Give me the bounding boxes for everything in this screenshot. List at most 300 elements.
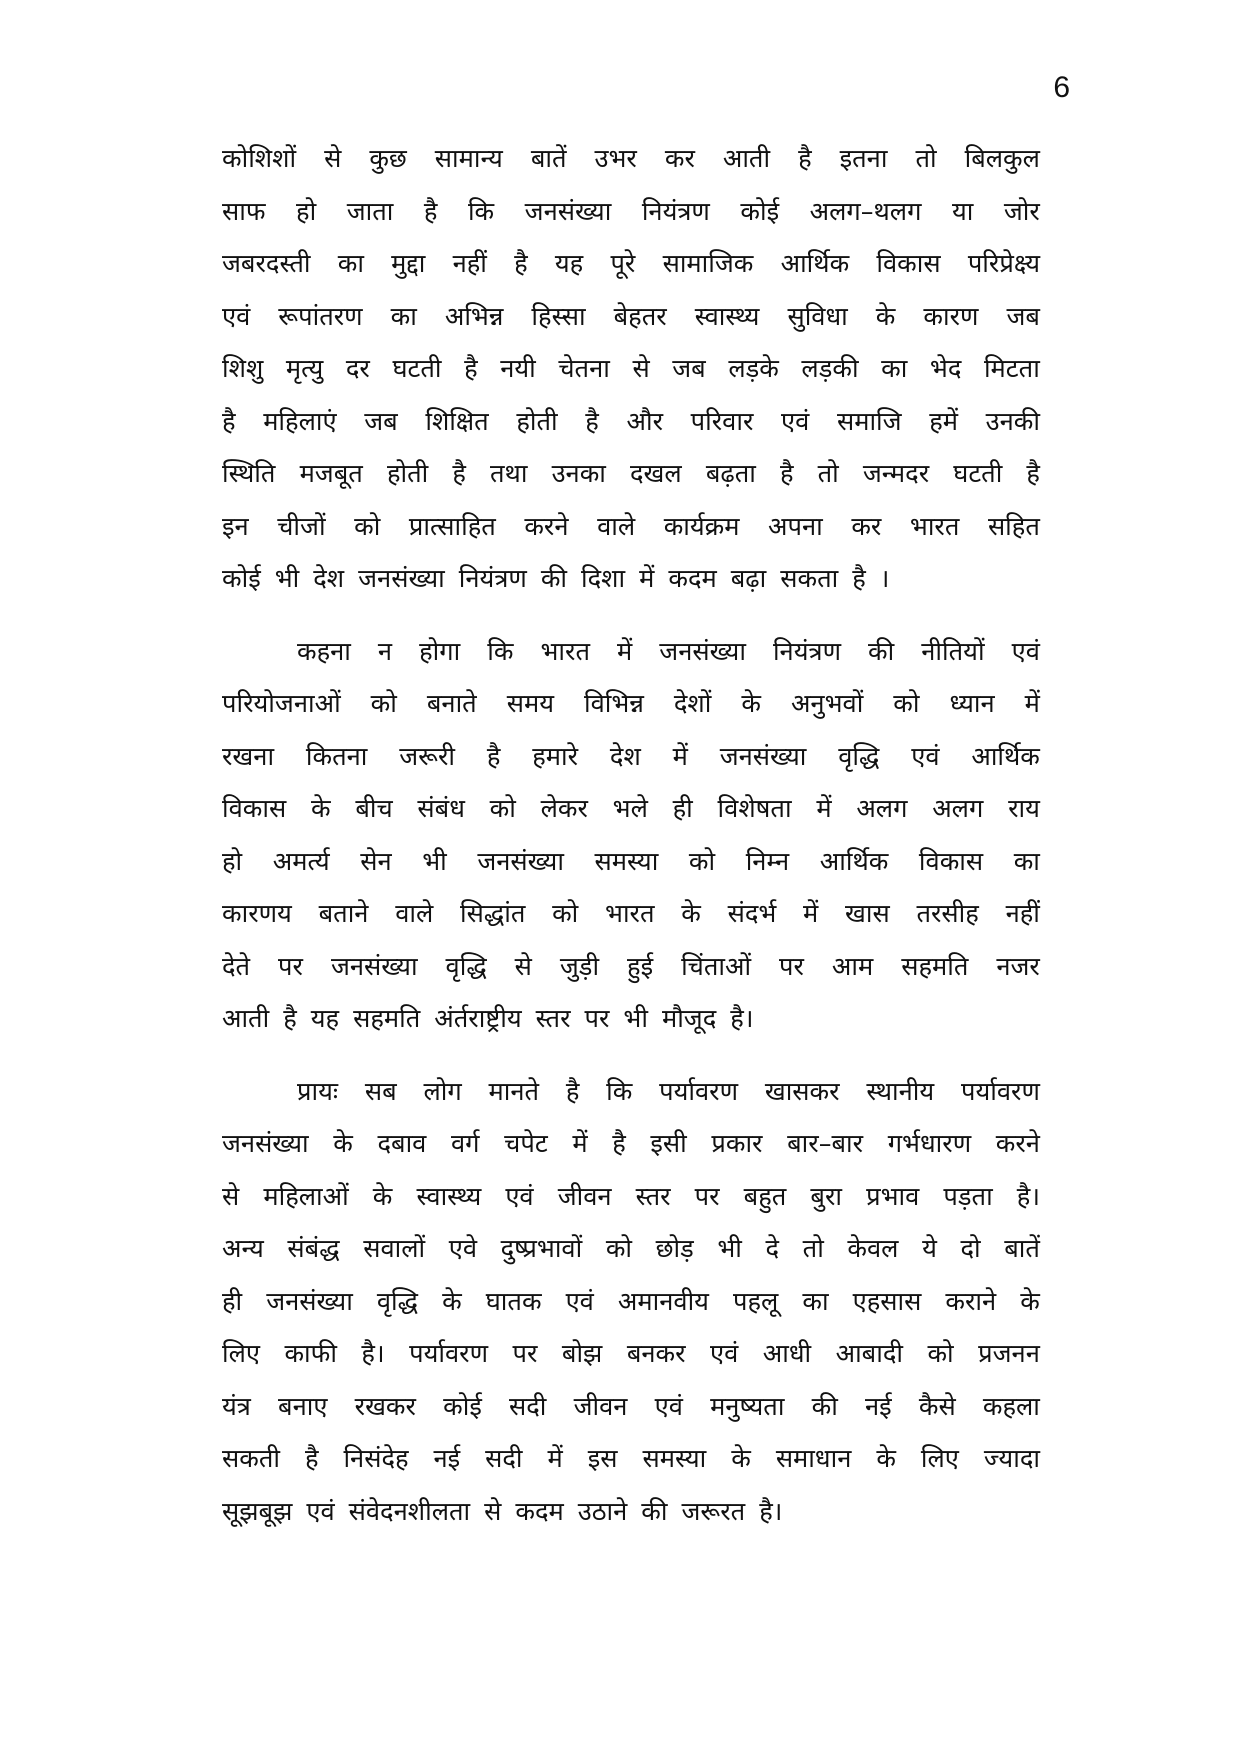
word: जनसंख्या: [330, 951, 418, 982]
word: है।: [759, 1496, 783, 1527]
word: अमानवीय: [617, 1286, 709, 1317]
word: जनसंख्या: [659, 636, 746, 667]
word: के: [442, 1286, 462, 1317]
word: कदम: [515, 1496, 564, 1527]
word: तरसीह: [916, 899, 979, 929]
word: में: [572, 1129, 588, 1159]
word: सब: [364, 1076, 397, 1107]
word: देशों: [673, 689, 712, 719]
word: प्रजनन: [978, 1339, 1040, 1369]
text-line: [222, 133, 1040, 186]
word: बनाते: [426, 689, 477, 719]
word: घटती: [953, 459, 1003, 489]
word: आती: [222, 1004, 270, 1034]
word: हमें: [929, 406, 959, 437]
word: भले: [612, 794, 648, 824]
word: पड़ता: [943, 1181, 993, 1212]
word: की: [540, 564, 568, 594]
text-line: [222, 1171, 1040, 1224]
word: विभिन्न: [584, 689, 644, 719]
word: नयी: [500, 354, 536, 384]
word: इन: [222, 511, 249, 542]
word: विकास: [918, 846, 984, 877]
word: निम्न: [745, 846, 790, 877]
text-line: [222, 678, 1040, 731]
word: दखल: [630, 459, 682, 489]
word: में: [672, 741, 688, 772]
word: भारत: [909, 511, 960, 542]
word: है।: [730, 1004, 754, 1034]
word: नीतियों: [921, 636, 985, 667]
word: एवं: [306, 1496, 335, 1527]
word: के: [741, 689, 761, 719]
word: मजबूत: [299, 459, 363, 489]
word: सामान्य: [434, 144, 503, 174]
word: को: [605, 1234, 633, 1264]
word: जनसंख्या: [358, 564, 445, 594]
word: एवं: [781, 406, 810, 437]
word: हमारे: [532, 741, 579, 772]
word: विकास: [876, 249, 941, 279]
word: एवं: [911, 741, 940, 772]
word: चीजों: [277, 511, 326, 542]
word: समाजि: [836, 406, 902, 437]
word: हुई: [627, 951, 654, 982]
word: काफी: [284, 1339, 337, 1369]
word: भी: [422, 846, 447, 877]
word: जरूरत: [681, 1496, 746, 1527]
word: परिप्रेक्ष्य: [967, 249, 1040, 279]
word: स्थिति: [222, 459, 276, 489]
word: खास: [845, 899, 890, 929]
word: जन्मदर: [862, 459, 930, 489]
text-line: [222, 1433, 1040, 1486]
word: है।: [1016, 1181, 1040, 1212]
word: वर्ग: [450, 1129, 480, 1159]
word: कितना: [305, 741, 368, 772]
word: दबाव: [377, 1129, 427, 1159]
word: मानते: [488, 1076, 540, 1107]
word: है: [779, 459, 794, 489]
text-line: [222, 238, 1040, 291]
text-line: [222, 396, 1040, 449]
text-line: [222, 1066, 1040, 1119]
word: बनाए: [278, 1391, 328, 1422]
word: को: [552, 899, 579, 929]
word: सिद्धांत: [460, 899, 526, 929]
word: में: [639, 564, 655, 594]
word: नियंत्रण: [641, 196, 710, 227]
word: अभिन्न: [444, 301, 504, 332]
word: जाता: [346, 196, 394, 227]
word: सेन: [360, 846, 392, 877]
word: संबंध: [417, 794, 465, 824]
word: उनका: [551, 459, 606, 489]
text-line: [222, 1223, 1040, 1276]
word: हो: [222, 846, 243, 877]
word: के: [1020, 1286, 1040, 1317]
word: में: [816, 794, 832, 824]
word: के: [876, 1444, 896, 1474]
word: मौजूद: [661, 1004, 717, 1034]
text-line: [222, 626, 1040, 679]
word: देश: [609, 741, 641, 772]
word: स्थानीय: [866, 1076, 935, 1107]
word: वाले: [395, 899, 434, 929]
word: सहमति: [353, 1004, 421, 1034]
word: पर्यावरण: [659, 1076, 739, 1107]
word: लड़के: [728, 354, 779, 384]
word: इसी: [650, 1129, 687, 1159]
word: समस्या: [642, 1444, 707, 1474]
word: भारत: [605, 899, 655, 929]
word: दे: [765, 1234, 780, 1264]
word: में: [547, 1444, 563, 1474]
word: बनकर: [626, 1339, 686, 1369]
word: में: [803, 899, 819, 929]
word: समस्या: [594, 846, 659, 877]
word: बीच: [355, 794, 393, 824]
word: होगा: [419, 636, 461, 667]
word: ये: [922, 1234, 937, 1264]
word: है: [283, 1004, 297, 1034]
text-line: [222, 783, 1040, 836]
word: से: [324, 144, 342, 174]
word: उभर: [594, 144, 637, 174]
word: तथा: [490, 459, 528, 489]
word: उनकी: [985, 406, 1040, 437]
word: के: [333, 1129, 353, 1159]
word: स्वास्थ्य: [416, 1181, 482, 1212]
word: बातें: [1004, 1234, 1040, 1264]
word: नई: [865, 1391, 892, 1422]
word: केवल: [847, 1234, 899, 1264]
word: है: [423, 196, 438, 227]
word: या: [951, 196, 974, 227]
word: सदी: [509, 1391, 547, 1422]
word: तो: [915, 144, 937, 174]
word: प्रकार: [711, 1129, 763, 1159]
word: तो: [802, 1234, 824, 1264]
word: पहलू: [733, 1286, 779, 1317]
word: है: [565, 1076, 580, 1107]
word: है: [798, 144, 812, 174]
word: विकास: [222, 794, 287, 824]
word: रखना: [222, 741, 275, 772]
word: नियंत्रण: [772, 636, 842, 667]
word: कार्यक्रम: [663, 511, 740, 542]
word: ।: [879, 564, 890, 594]
text-line: [222, 448, 1040, 501]
word: सकती: [222, 1444, 280, 1474]
text-line: [222, 343, 1040, 396]
word: है: [514, 249, 528, 279]
word: बढ़ा: [730, 564, 767, 594]
word: बढ़ता: [705, 459, 756, 489]
word: जनसंख्या: [222, 1129, 309, 1159]
word: खासकर: [764, 1076, 840, 1107]
word: जोर: [1003, 196, 1040, 227]
word: जनसंख्या: [477, 846, 564, 877]
word: नहीं: [452, 249, 487, 279]
word: पर: [584, 1004, 610, 1034]
word: को: [489, 794, 516, 824]
word: दो: [960, 1234, 981, 1264]
word: जीवन: [557, 1181, 612, 1212]
paragraph-gap: [222, 606, 1040, 626]
word: वृद्धि: [445, 951, 487, 982]
word: राय: [1008, 794, 1040, 824]
word: है: [612, 1129, 626, 1159]
word: लोग: [423, 1076, 462, 1107]
word: मिटता: [983, 354, 1040, 384]
word: भेद: [929, 354, 962, 384]
word: कर: [664, 144, 695, 174]
word: यंत्र: [222, 1391, 251, 1422]
word: की: [641, 1496, 668, 1527]
word: घातक: [485, 1286, 542, 1317]
text-line: [222, 1276, 1040, 1329]
word: होती: [386, 459, 429, 489]
word: के: [875, 301, 896, 332]
word: का: [881, 354, 908, 384]
word: से: [222, 1181, 240, 1212]
word: महिलाओं: [263, 1181, 349, 1212]
word: अलग: [856, 794, 908, 824]
word: लिए: [222, 1339, 260, 1369]
word: यह: [310, 1004, 340, 1034]
word: कर: [851, 511, 882, 542]
word: भारत: [540, 636, 590, 667]
word: अलग: [932, 794, 984, 824]
word: जरूरी: [399, 741, 455, 772]
text-line: [222, 888, 1040, 941]
word: आर्थिक: [819, 846, 889, 877]
text-line: [222, 1486, 1040, 1539]
word: की: [811, 1391, 838, 1422]
text-line: [222, 186, 1040, 239]
word: घटती: [392, 354, 442, 384]
word: जुड़ी: [559, 951, 600, 982]
word: अन्य: [222, 1234, 264, 1264]
word: दर: [345, 354, 370, 384]
word: से: [514, 951, 532, 982]
word: भी: [623, 1004, 648, 1034]
word: को: [370, 689, 397, 719]
word: आम: [831, 951, 874, 982]
text-line: [222, 836, 1040, 889]
word: एवं: [710, 1339, 739, 1369]
word: को: [927, 1339, 954, 1369]
word: जब: [364, 406, 398, 437]
word: मनुष्यता: [710, 1391, 785, 1422]
word: है: [222, 406, 236, 437]
paragraph: [222, 626, 1040, 1046]
word: अंर्तराष्ट्रीय: [434, 1004, 522, 1034]
word: जीवन: [573, 1391, 628, 1422]
word: वाले: [597, 511, 636, 542]
word: ही: [672, 794, 693, 824]
word: अमर्त्य: [272, 846, 330, 877]
text-line: [222, 501, 1040, 554]
word: गर्भधारण: [887, 1129, 972, 1159]
word: बातें: [530, 144, 567, 174]
word: का: [802, 1286, 829, 1317]
word: ही: [222, 1286, 243, 1317]
word: कुछ: [369, 144, 407, 174]
word: समय: [506, 689, 554, 719]
word: इतना: [839, 144, 888, 174]
word: बिलकुल: [964, 144, 1040, 174]
word: रखकर: [354, 1391, 416, 1422]
word: देते: [222, 951, 251, 982]
word: आर्थिक: [780, 249, 850, 279]
word: पर: [278, 951, 303, 982]
word: कारण: [923, 301, 979, 332]
word: एवे: [448, 1234, 478, 1264]
word: जब: [672, 354, 706, 384]
word: परिवार: [690, 406, 754, 437]
word: बेहतर: [613, 301, 667, 332]
word: कहला: [982, 1391, 1040, 1422]
word: आधी: [762, 1339, 812, 1369]
word: साफ: [222, 196, 266, 227]
word: दुष्प्रभावों: [500, 1234, 583, 1264]
word: जनसंख्या: [524, 196, 612, 227]
word: करने: [524, 511, 569, 542]
word: प्रायः: [297, 1076, 339, 1107]
word: जनसंख्या: [719, 741, 807, 772]
word: हिस्सा: [531, 301, 586, 332]
word: संदर्भ: [727, 899, 777, 929]
word: कैसे: [918, 1391, 956, 1422]
word: है।: [361, 1339, 385, 1369]
paragraph: [222, 133, 1040, 606]
word: को: [688, 846, 716, 877]
word: नहीं: [1005, 899, 1040, 929]
word: न: [377, 636, 393, 667]
word: लड़की: [801, 354, 859, 384]
word: शिशु: [222, 354, 264, 384]
word: एवं: [654, 1391, 683, 1422]
word: कोई: [443, 1391, 482, 1422]
word: छोड़: [655, 1234, 694, 1264]
word: सुविधा: [787, 301, 848, 332]
word: निसंदेह: [343, 1444, 409, 1474]
word: बताने: [318, 899, 369, 929]
word: पर्यावरण: [960, 1076, 1040, 1107]
word: वृद्धि: [376, 1286, 419, 1317]
word: चपेट: [504, 1129, 548, 1159]
word: का: [390, 301, 417, 332]
word: पर: [694, 1181, 720, 1212]
word: की: [868, 636, 895, 667]
word: जनसंख्या: [266, 1286, 353, 1317]
word: कदम: [668, 564, 717, 594]
word: इस: [587, 1444, 618, 1474]
word: है: [1026, 459, 1040, 489]
word: है: [452, 459, 466, 489]
text-line: [222, 553, 1040, 606]
word: स्तर: [635, 1181, 671, 1212]
word: हो: [296, 196, 317, 227]
word: भी: [717, 1234, 742, 1264]
word: एवं: [1011, 636, 1040, 667]
word: का: [337, 249, 364, 279]
word: में: [1024, 689, 1040, 719]
word: रूपांतरण: [278, 301, 363, 332]
word: पर: [512, 1339, 538, 1369]
text-line: [222, 1118, 1040, 1171]
word: बोझ: [561, 1339, 603, 1369]
word: से: [484, 1496, 502, 1527]
word: एवं: [222, 301, 251, 332]
word: करने: [995, 1129, 1040, 1159]
word: है: [486, 741, 501, 772]
word: स्तर: [535, 1004, 571, 1034]
word: है: [304, 1444, 319, 1474]
word: नजर: [996, 951, 1040, 982]
word: नियंत्रण: [458, 564, 527, 594]
word: उठाने: [577, 1496, 628, 1527]
word: को: [893, 689, 920, 719]
word: सकता: [780, 564, 839, 594]
word: प्रभाव: [866, 1181, 920, 1212]
word: को: [354, 511, 381, 542]
word: जब: [1006, 301, 1040, 332]
word: मुद्दा: [391, 249, 426, 279]
word: तो: [817, 459, 839, 489]
word: कि: [606, 1076, 633, 1107]
paragraph-gap: [222, 1046, 1040, 1066]
word: के: [372, 1181, 393, 1212]
word: कराने: [945, 1286, 997, 1317]
word: है: [852, 564, 866, 594]
word: से: [632, 354, 650, 384]
word: अपना: [768, 511, 823, 542]
word: भी: [274, 564, 300, 594]
word: चेतना: [558, 354, 610, 384]
word: ज्यादा: [983, 1444, 1040, 1474]
word: बार–बार: [787, 1129, 864, 1159]
word: सवालों: [363, 1234, 426, 1264]
text-line: [222, 993, 1040, 1046]
word: लेकर: [540, 794, 588, 824]
word: कारणय: [222, 899, 292, 929]
word: आबादी: [835, 1339, 903, 1369]
word: का: [1013, 846, 1040, 877]
word: परियोजनाओं: [222, 689, 341, 719]
word: ध्यान: [949, 689, 995, 719]
word: सामाजिक: [662, 249, 754, 279]
word: कि: [467, 196, 495, 227]
page-number: 6: [1053, 71, 1070, 104]
word: लिए: [920, 1444, 959, 1474]
word: संबंद्ध: [287, 1234, 340, 1264]
word: बहुत: [743, 1181, 787, 1212]
word: दिशा: [581, 564, 626, 594]
word: कोई: [740, 196, 780, 227]
text-line: [222, 1328, 1040, 1381]
word: एवं: [505, 1181, 534, 1212]
word: संवेदनशीलता: [348, 1496, 471, 1527]
word: सदी: [485, 1444, 523, 1474]
word: और: [626, 406, 664, 437]
word: नई: [433, 1444, 461, 1474]
word: आर्थिक: [971, 741, 1040, 772]
word: समाधान: [775, 1444, 852, 1474]
word: विशेषता: [717, 794, 792, 824]
